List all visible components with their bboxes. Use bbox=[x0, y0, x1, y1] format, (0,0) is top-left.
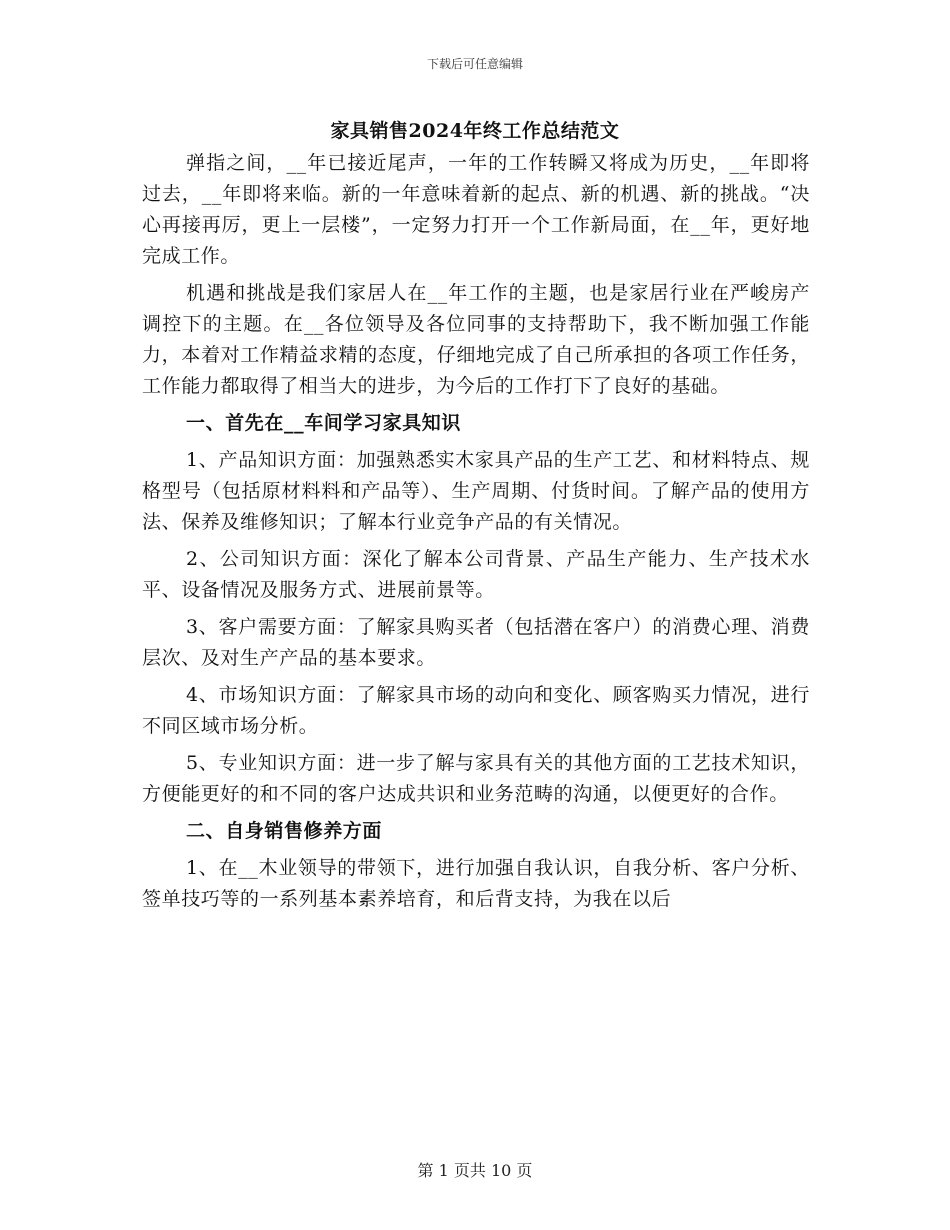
paragraph-professional-knowledge: 5、专业知识方面：进一步了解与家具有关的其他方面的工艺技术知识，方便能更好的和不同的客户达成共识和业务范畴的沟通，以便更好的合作。 bbox=[142, 752, 810, 805]
page-header-note: 下载后可任意编辑 bbox=[426, 57, 523, 71]
paragraph-product-knowledge: 1、产品知识方面：加强熟悉实木家具产品的生产工艺、和材料特点、规格型号（包括原材料料和产品等）、生产周期、付货时间。了解产品的使用方法、保养及维修知识；了解本行业竞争产品的有关情况。 bbox=[142, 449, 810, 533]
document-title: 家具销售2024年终工作总结范文 bbox=[330, 120, 620, 142]
page-footer-number: 第 1 页共 10 页 bbox=[417, 1161, 533, 1180]
paragraph-self-cultivation: 1、在__木业领导的带领下，进行加强自我认识，自我分析、客户分析、签单技巧等的一系列基本素养培育，和后背支持，为我在以后 bbox=[142, 857, 810, 910]
paragraph-customer-needs: 3、客户需要方面：了解家具购买者（包括潜在客户）的消费心理、消费层次、及对生产产品的基本要求。 bbox=[142, 616, 810, 669]
paragraph-company-knowledge: 2、公司知识方面：深化了解本公司背景、产品生产能力、生产技术水平、设备情况及服务方式、进展前景等。 bbox=[142, 548, 810, 601]
paragraph-intro: 弹指之间，__年已接近尾声，一年的工作转瞬又将成为历史，__年即将过去，__年即将来临。新的一年意味着新的起点、新的机遇、新的挑战。“决心再接再厉，更上一层楼”，一定努力打开一个工作新局面，在__年，更好地完成工作。 bbox=[142, 152, 810, 267]
paragraph-market-knowledge: 4、市场知识方面：了解家具市场的动向和变化、顾客购买力情况，进行不同区域市场分析。 bbox=[142, 684, 810, 737]
section-heading-1: 一、首先在__车间学习家具知识 bbox=[186, 412, 462, 434]
document-body bbox=[142, 148, 810, 915]
paragraph-opportunity: 机遇和挑战是我们家居人在__年工作的主题，也是家居行业在严峻房产调控下的主题。在__各位领导及各位同事的支持帮助下，我不断加强工作能力，本着对工作精益求精的态度，仔细地完成了自己所承担的各项工作任务，工作能力都取得了相当大的进步，为今后的工作打下了良好的基础。 bbox=[142, 282, 810, 397]
section-heading-2: 二、自身销售修养方面 bbox=[186, 820, 383, 842]
